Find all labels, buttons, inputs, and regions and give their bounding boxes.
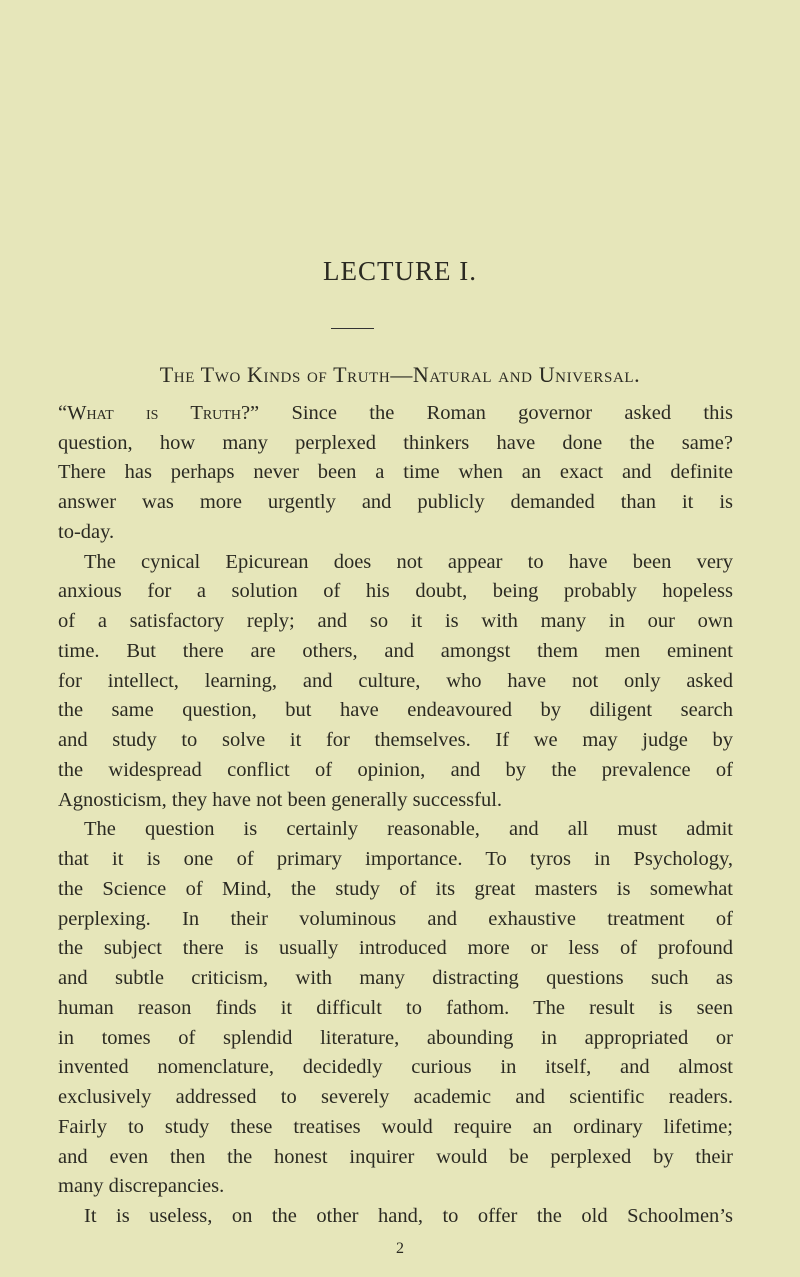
page-number: 2 — [396, 1240, 404, 1257]
body-line: There has perhaps never been a time when an exact and definite — [58, 461, 733, 483]
body-line: in tomes of splendid literature, abounding in appropriated or — [58, 1027, 733, 1049]
opening-words: “What is Truth?” — [58, 402, 260, 424]
body-line: the Science of Mind, the study of its great masters is somewhat — [58, 878, 733, 900]
body-line: to-day. — [58, 521, 115, 543]
lecture-title: LECTURE I. — [323, 256, 477, 286]
body-line: and study to solve it for themselves. If we may judge by — [58, 729, 733, 751]
body-line: Fairly to study these treatises would require an ordinary lifetime; — [58, 1116, 733, 1138]
body-line: the same question, but have endeavoured by diligent search — [58, 699, 733, 721]
body-line: perplexing. In their voluminous and exhaustive treatment of — [58, 908, 733, 930]
body-line: It is useless, on the other hand, to offer the old Schoolmen’s — [84, 1205, 733, 1227]
chapter-heading: The Two Kinds of Truth—Natural and Universal. — [159, 362, 641, 387]
body-line: The cynical Epicurean does not appear to have been very — [84, 551, 733, 573]
body-line: “What is Truth?” Since the Roman governor asked this — [58, 402, 733, 424]
body-line: exclusively addressed to severely academic and scientific readers. — [58, 1086, 733, 1108]
body-line: of a satisfactory reply; and so it is with many in our own — [58, 610, 733, 632]
title-rule — [331, 328, 374, 329]
body-line: Agnosticism, they have not been generally successful. — [58, 789, 503, 811]
body-line: invented nomenclature, decidedly curious in itself, and almost — [58, 1056, 733, 1078]
body-line: question, how many perplexed thinkers have done the same? — [58, 432, 733, 454]
body-line: human reason finds it difficult to fathom. The result is seen — [58, 997, 733, 1019]
body-line: many discrepancies. — [58, 1175, 225, 1197]
body-line: that it is one of primary importance. To tyros in Psychology, — [58, 848, 733, 870]
body-line: the subject there is usually introduced more or less of profound — [58, 937, 733, 959]
body-line: for intellect, learning, and culture, who have not only asked — [58, 670, 733, 692]
body-line: anxious for a solution of his doubt, being probably hopeless — [58, 580, 733, 602]
body-line: The question is certainly reasonable, and all must admit — [84, 818, 733, 840]
body-line: answer was more urgently and publicly demanded than it is — [58, 491, 733, 513]
body-line: and even then the honest inquirer would be perplexed by their — [58, 1146, 733, 1168]
body-line: time. But there are others, and amongst them men eminent — [58, 640, 733, 662]
body-line: and subtle criticism, with many distracting questions such as — [58, 967, 733, 989]
body-line: the widespread conflict of opinion, and by the prevalence of — [58, 759, 733, 781]
